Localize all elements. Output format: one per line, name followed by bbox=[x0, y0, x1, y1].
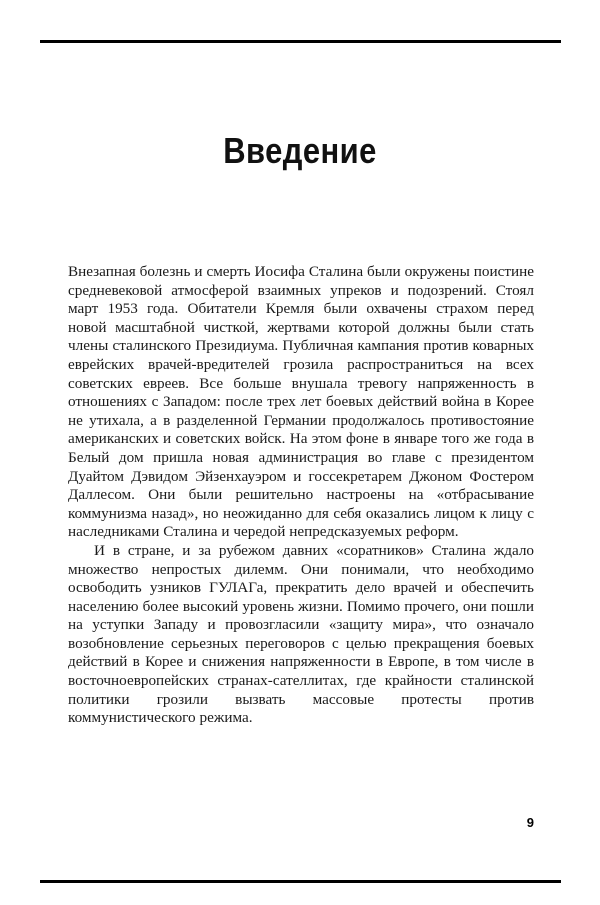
paragraph: Внезапная болезнь и смерть Иосифа Сталина были окружены поистине средневековой атмосферой взаимных упреков и подозрений. Стоял март 1953 года. Обитатели Кремля были охвачены страхом перед новой масштабной чисткой, жертвами которой должны были стать члены сталинского Президиума. Публичная кампания против коварных еврейских врачей-вредителей грозила распространиться на всех советских евреев. Все больше внушала тревогу напряженность в отношениях с Западом: после трех лет боевых действий война в Корее не утихала, а в разделенной Германии продолжалось противостояние американских и советских войск. На этом фоне в январе того же года в Белый дом пришла новая администрация во главе с президентом Дуайтом Дэвидом Эйзенхауэром и госсекретарем Джоном Фостером Даллесом. Они были решительно настроены на «отбрасывание коммунизма назад», но неожиданно для себя оказались лицом к лицу с наследниками Сталина и чередой непредсказуемых реформ. bbox=[68, 263, 534, 541]
body-text-block bbox=[68, 263, 534, 728]
top-divider-rule bbox=[40, 40, 561, 43]
page-title: Введение bbox=[223, 130, 377, 172]
bottom-divider-rule bbox=[40, 880, 561, 883]
paragraph: И в стране, и за рубежом давних «соратников» Сталина ждало множество непростых дилемм. Они понимали, что необходимо освободить узников ГУЛАГа, прекратить дело врачей и обеспечить населению более высокий уровень жизни. Помимо прочего, они пошли на уступки Западу и провозгласили «защиту мира», что означало возобновление серьезных переговоров с целью прекращения боевых действий в Корее и снижения напряженности в Европе, в том числе в восточноевропейских странах-сателлитах, где крайности сталинской политики грозили вызвать массовые протесты против коммунистического режима. bbox=[68, 541, 534, 727]
page-number: 9 bbox=[526, 815, 534, 830]
